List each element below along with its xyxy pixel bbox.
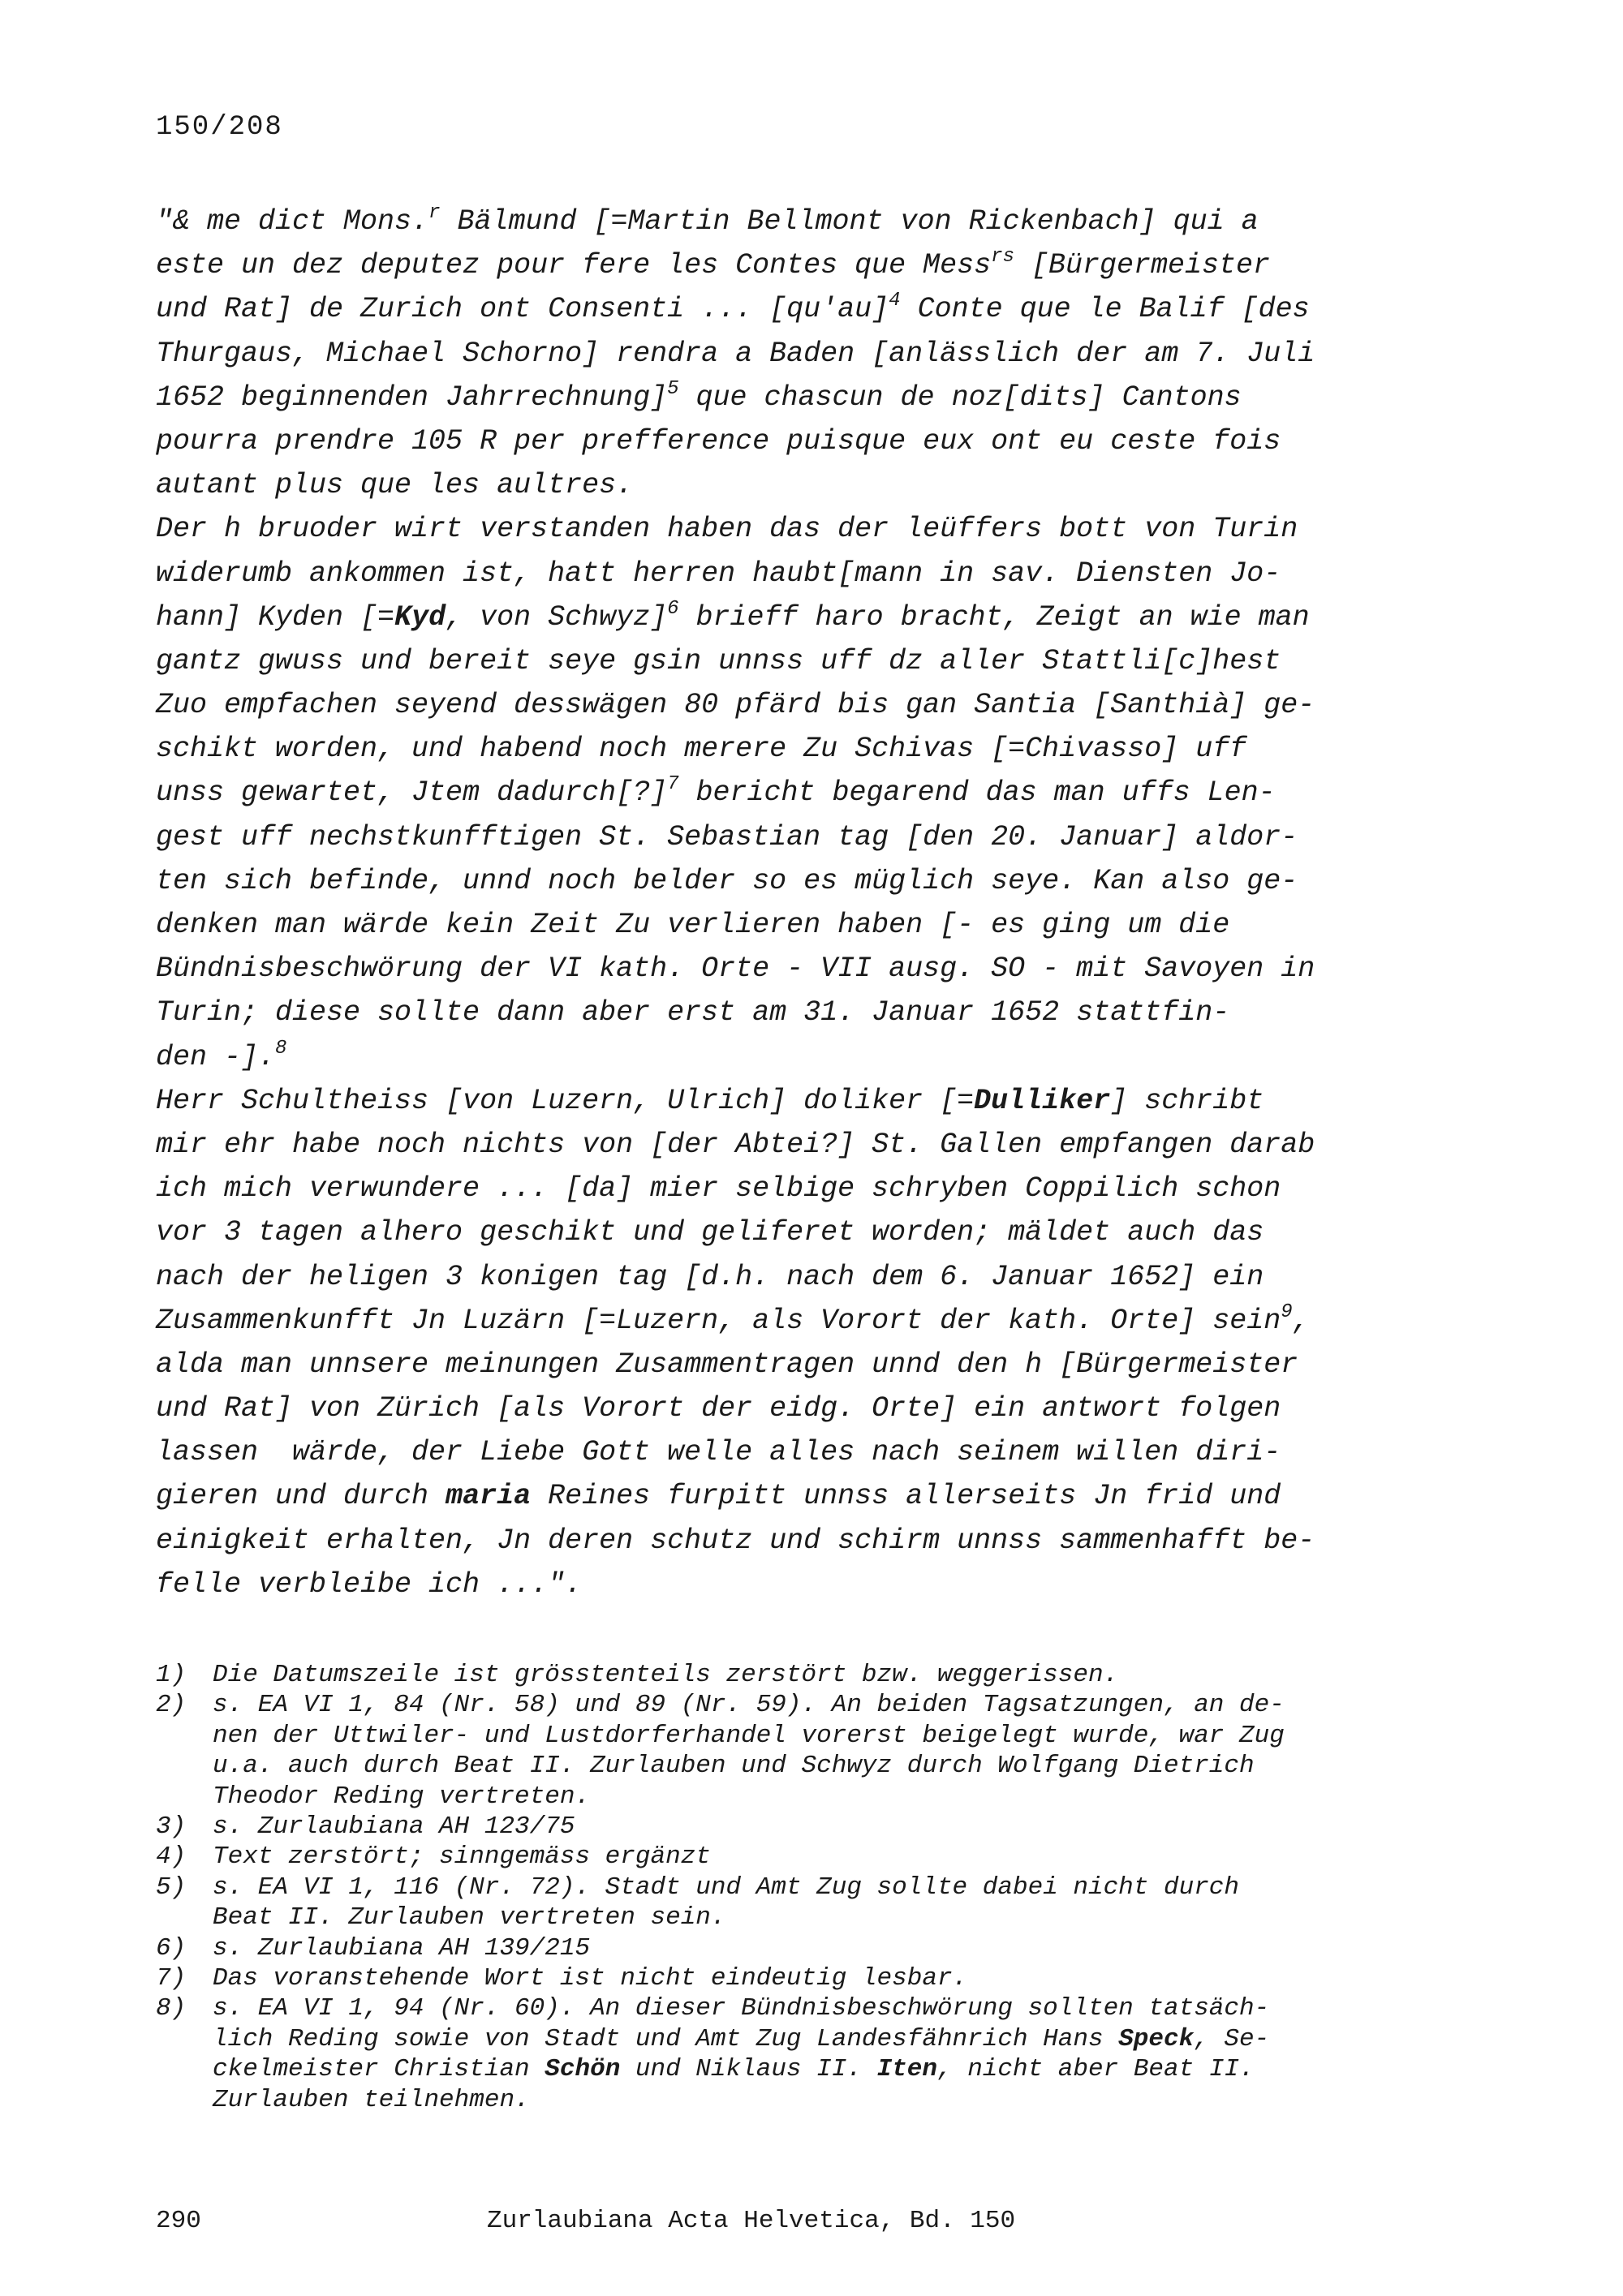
text-line: gantz gwuss und bereit seye gsin unnss uff dz aller Stattli[c]hest [156,644,1281,677]
footnote-number: 6) [156,1933,187,1963]
footnote-line: Zurlauben teilnehmen. [213,2085,530,2114]
footnote-ref: 9 [1281,1301,1293,1323]
text-line: Der h bruoder wirt verstanden haben das der leüffers bott von Turin [156,513,1298,546]
footnote-line: ckelmeister Christian Schön und Niklaus II. Iten, nicht aber Beat II. [213,2055,1255,2084]
footnote-line: Die Datumszeile ist grösstenteils zerstört bzw. weggerissen. [213,1661,1119,1689]
text-line: alda man unnsere meinungen Zusammentragen unnd den h [Bürgermeister [156,1348,1298,1381]
footnote-ref: 7 [667,773,679,796]
text-line: den -].$^8$ [156,1037,287,1073]
footnote-line: s. EA VI 1, 94 (Nr. 60). An dieser Bündnisbeschwörung sollten tatsäch- [213,1994,1270,2023]
text-line: Zuo empfachen seyend desswägen 80 pfärd bis gan Santia [Santhià] ge- [156,689,1315,722]
publication-title: Zurlaubiana Acta Helvetica, Bd. 150 [487,2207,1016,2235]
bold-name: Schön [545,2055,621,2084]
text-line: autant plus que les aultres. [156,469,634,502]
page-reference: 150/208 [156,112,283,143]
superscript: rs [991,246,1014,269]
footnote-line: s. EA VI 1, 116 (Nr. 72). Stadt und Amt Zug sollte dabei nicht durch [213,1872,1240,1902]
text-line: este un dez deputez pour fere les Contes que Mess$^{rs}$ [Bürgermeister [156,246,1271,282]
page-number: 290 [156,2207,201,2235]
main-text [156,200,1422,1606]
footnote-line: s. Zurlaubiana AH 139/215 [213,1933,591,1963]
footnote-number: 7) [156,1963,187,1993]
text-line: pourra prendre 105 R per prefference puisque eux ont eu ceste fois [156,424,1281,458]
footnote-line: Theodor Reding vertreten. [213,1782,591,1811]
footnote-line: lich Reding sowie von Stadt und Amt Zug Landesfähnrich Hans Speck, Se- [213,2024,1270,2053]
footnote [156,1842,1422,1872]
text-line: nach der heligen 3 konigen tag [d.h. nach dem 6. Januar 1652] ein [156,1260,1264,1293]
text-line: Thurgaus, Michael Schorno] rendra a Baden [anlässlich der am 7. Juli [156,337,1315,370]
bold-name: Speck [1118,2024,1195,2053]
footnote [156,1690,1422,1812]
footnotes [156,1660,1422,2115]
text-line: gieren und durch maria Reines furpitt unnss allerseits Jn frid und [156,1480,1281,1513]
text-line: Herr Schultheiss [von Luzern, Ulrich] doliker [=Dulliker] schribt [156,1084,1264,1117]
footnote-number: 1) [156,1661,187,1689]
text-line: vor 3 tagen alhero geschikt und geliferet worden; mäldet auch das [156,1216,1264,1249]
text-line: und Rat] von Zürich [als Vorort der eidg. Orte] ein antwort folgen [156,1392,1281,1425]
footnote-number: 8) [156,1994,187,2023]
text-line: gest uff nechstkunfftigen St. Sebastian tag [den 20. Januar] aldor- [156,820,1298,853]
bold-name: Kyd [394,600,446,634]
superscript: r [428,202,441,224]
footnote-ref: 4 [889,290,901,312]
footnote-line: nen der Uttwiler- und Lustdorferhandel vorerst beigelegt wurde, war Zug [213,1721,1285,1750]
text-line: lassen wärde, der Liebe Gott welle alles nach seinem willen diri- [156,1436,1281,1469]
footnote-ref: 6 [667,597,679,620]
text-line: unss gewartet, Jtem dadurch[?]$^7$ bericht begarend das man uffs Len- [156,773,1276,810]
footnote [156,1993,1422,2115]
bold-name: maria [446,1480,532,1513]
footnote-number: 2) [156,1691,187,1720]
footnote-line: s. Zurlaubiana AH 123/75 [213,1812,575,1841]
text-line: ten sich befinde, unnd noch belder so es müglich seye. Kan also ge- [156,864,1298,897]
text-line: Bündnisbeschwörung der VI kath. Orte - VII ausg. SO - mit Savoyen in [156,952,1315,986]
footnote-ref: 5 [667,377,679,400]
footnote-number: 4) [156,1842,187,1872]
text-line: mir ehr habe noch nichts von [der Abtei?] St. Gallen empfangen darab [156,1128,1315,1161]
footnote-number: 3) [156,1812,187,1841]
footnote [156,1933,1422,1963]
bold-name: Iten [876,2055,937,2084]
footnote-line: Das voranstehende Wort ist nicht eindeutig lesbar. [213,1963,968,1993]
footnote-line: Text zerstört; sinngemäss ergänzt [213,1842,711,1872]
bold-name: Dulliker [974,1084,1111,1117]
footnote-line: u.a. auch durch Beat II. Zurlauben und Schwyz durch Wolfgang Dietrich [213,1752,1255,1781]
footnote [156,1660,1422,1690]
text-line: Turin; diese sollte dann aber erst am 31. Januar 1652 stattfin- [156,996,1230,1030]
text-line: felle verbleibe ich ...". [156,1567,583,1601]
text-line: "& me dict Mons.$^r$ Bälmund [=Martin Bellmont von Rickenbach] qui a [156,202,1259,238]
text-line: ich mich verwundere ... [da] mier selbige schryben Coppilich schon [156,1172,1281,1206]
text-line: 1652 beginnenden Jahrrechnung]$^5$ que chascun de noz[dits] Cantons [156,377,1242,414]
footnote-number: 5) [156,1872,187,1902]
footnote [156,1963,1422,1993]
footnote-ref: 8 [275,1037,287,1060]
text-line: und Rat] de Zurich ont Consenti ... $[qu'au]^4$ Conte que le Balif [des [156,290,1310,326]
footnote [156,1812,1422,1842]
text-line: widerumb ankommen ist, hatt herren haubt[mann in sav. Diensten Jo- [156,557,1281,590]
text-line: denken man wärde kein Zeit Zu verlieren haben [- es ging um die [156,909,1230,941]
footnote [156,1872,1422,1933]
text-line: hann] Kyden [=Kyd, von Schwyz]$^6$ brieff haro bracht, Zeigt an wie man [156,597,1310,634]
footnote-line: s. EA VI 1, 84 (Nr. 58) und 89 (Nr. 59). An beiden Tagsatzungen, an de- [213,1691,1285,1720]
text-line: einigkeit erhalten, Jn deren schutz und schirm unnss sammenhafft be- [156,1524,1315,1557]
text-line: Zusammenkunfft Jn Luzärn [=Luzern, als Vorort der kath. Orte] sein$^9$, [156,1301,1310,1337]
footnote-line: Beat II. Zurlauben vertreten sein. [213,1903,726,1933]
text-line: schikt worden, und habend noch merere Zu Schivas [=Chivasso] uff [156,733,1247,766]
